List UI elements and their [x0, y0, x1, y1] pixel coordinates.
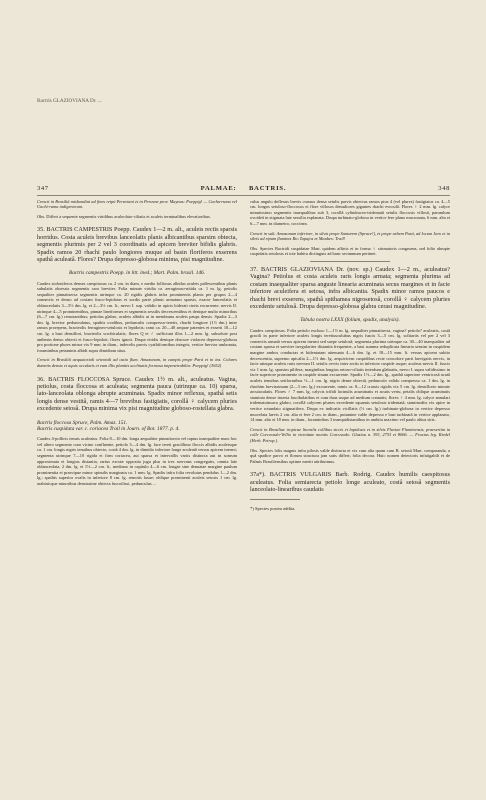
running-title [201, 185, 287, 192]
footnote-rule [250, 499, 300, 500]
two-column-body [37, 199, 450, 516]
species-36-synonymy-1: Bactris floccosa Spruce, Palm. Amaz. 151. [37, 419, 128, 426]
species-37-description: Caudex caespitosus. Folia petiolo excluso 1—1½ m. lg. aequaliter pinnatisecta, vagina? petiolo? aculeatis, costâ gracili in parte inferiore aculeis longis teretiusculubus nigris fuscis 3—5 cm. lg. solitariis vel per 2 vel 3 connectis armatâ versus apicem inermi sed saepe setulosâ; segmenta plurima utrinque ca. 30—40 inaequaliter ad costam sparsa et saeviter irregulariter distantia frequenter, a basi summa reduplicata linearia sensim in cuspidem margine ambos conductas et bidentatam attenuata 4—6 dm. lg. et 18—15 mm. lt. versus apicem subito decrescentia, supremo apicalia 2—1½ dm. lg. aequivicem cuspidibus recte concolore parti laevigatis nervis, in facie utinque aculeis raris nervum II. setulis cervis inter arctis in inferiore cuspide usque; aculeus nervis II. fuscis vix 1 mm. lg. sparsim pilifera, marginibus longius setoso-ciliatis interdum glabratis, nervo I. supra validissimo in facie superiore prominente in cuspide sinum excurrente. Spadix 1½—2 dm. lg., spathâ superiore ventricosâ acutâ aculeis tenuibus setiformibus ½—1 cm. lg. nigris dense obtectâ, pedunculo valido compresso ca. 1 dm. lg. in rhachim brevissimam (2—3 cm. lg.) excurrente, ramis ca. 8—12 crassis rigidis vix 5 cm. lg. densiflorio minute arcuiaculatis. Flores ♂ 7 mm. lg. calycis trifidi lacinulis acuminatis et acutis vertu, petalis oblique acuminatis staminia dense inserta fascibulatibus et cum duas usque ad medium connatis; flores ♀ 4 mm. lg. calyce annulari tridentatoinsaco glabro, corollâ calycem pluries excedente squamis setulosis tridentatâ, staminodiis vix apice in vertice rotundato stigmatifera. Drupa ex indicatis vicillatis (½ cm. lg.) turbinato-globosa in vertice depresso mucrelata laevis 2 cm. alta et fere 2 cm. in diam., putamine valde depresso e basi turbinatâ in vertice applanato, 14 mm. alto et 18 mm. in diam., foraminibus 3 inaequidistantibus in ambitu maximo vel paulo altius sitis. [250, 327, 450, 423]
species-37-observation: Obs. Species folis magnis infra pilosis valde distincta et vix cum alia quam cum B. setosâ Mart. comparanda, a quâ spadice parvo et florum structura jam satis differt; folia decora. Huic nomen detectoris infatigabili et de Palmis Brasiliensibus optime meriti attribuimus. [250, 447, 450, 464]
species-36-description: Caudex 4-pollicis tenuis aculeatus. Folia 8—10 dm. longa aequaliter pinnatisecta vel raptus inaequaliter nunc hoc vel altero segmento cum vicino confluente, petiolo 3—4 dm. lg. face tereti gracillimo floccis albidis aculeisque ca. 1 cm. longis nigris tenuibus obtecto, costâ 4 dm. lg. in dimidio inferiore longe aculeatâ versus apicem inermi; segmenta utrinque 7—10 rigida et firm coriacea, aut sparsa et intervallis variis distincta aut in sonrum approximata et longius distantia, rarius excute opposita juga plus in tres sservans congregatis, omnia late oblanceolata, 2 dm. lg. et 1½—2 cm. lt., mediano in capitulo 4—6 cm. longae sine denuatae margine paulum prominentia et praecipue minor spinulis marginata ca. 1 mm. lg. Spadix infra folia revolutus pendulus 1—2 dm. lg.; spathis superior ovalis in inferiore 8 cm. lg. remotis laxae; oblique prominenti aculeis setosis 1 cm. lg. arabiuicque minoribus densissime obtecta fuscoilissi, pedunculus ... [37, 436, 237, 486]
species-35-habitat: Crescit in Brasiliâ aequatoriali orientali ad ostia flum. Amazonum, in campis prope Pará et in ins. Colares dumetis densis et aquis occulatis et eum illis planitis acclinatis formosa impenetrabilia: Poeppig! (3652) [37, 357, 237, 369]
species-36-synonymy-2: Bactris cuspidata var. c. coriacea Trail in Journ. of Bot. 1877. p. 4. [37, 425, 180, 432]
bleed-through-text: Bactris GLAZIOVIANA Dr. ... [37, 98, 102, 104]
species-37a-diagnosis: 37a*). BACTRIS VULGARIS Barb. Rodrig. Caudex humilis caespitosus aculeatus. Folia semiarecta petiolo longe aculeato, costâ setosâ segmentis lanceolato-linearibus caudatis [250, 471, 450, 494]
section-rule [310, 261, 390, 262]
species-37-plate: Tabula nostra LXXX (folium, spadix, analysis). [300, 317, 400, 324]
running-title-genus: BACTRIS. [248, 184, 287, 192]
header-rule [37, 195, 450, 196]
species-36-diagnosis: 36. BACTRIS FLOCCOSA Spruce. Caudex 1½ m. alt., aculeatus. Vagina, petiolus, costa floccosa et aculeata; segmenta pauca (utrinque ca. 10) sparsa, lato-lanceolata oblonga abrupte acuminata. Spadix minor reflexus, spathâ setis longis dense vestitâ, ramis 4—7 brevibus fastigiatis, corollâ ♀ calycem pluries excedente setosâ. Drupa minima vix pisi magnitudine globoso-rostellata glabra. [37, 375, 237, 413]
running-title-family: PALMAE: [200, 184, 237, 192]
species-36-description-cont: culus angulo deflexus brevis crassus densa setulis parvis obtectus ramos pius 4 (vel plures) fastigiatos ca. 4—5 cm. longos setuloso-floccosos et flore villosos demuliores gigantes rhachi evoculâ. Flores ♀ 2 mm. lg. calyce minutissimo segmentis inaequalibus sub 3, corollâ cylindraceo-tridentatâ setulis floccosis villosâ, parumlum ovoideâ in stigmata late sessilia explanata. Drupa turbinato-globosa in vertice fere plano mucronata, 6 mm. alta et 6—7 mm. in diametro, coccinea. [250, 198, 450, 226]
species-36-observation: Obs. Species Bactridi cuspidatae Mart. quidem affinis et in forma ♀ stirmatoris congruens, sed folio abrupte cuspidatis setulosis et tote habitu dictinguis ad banc secinnnum pertinet. [250, 245, 450, 257]
species-35-diagnosis: 35. BACTRIS CAMPESTRIS Poepp. Caudex 1—2 m. alt., aculeis rectis sparsis horridus. Costa aculeis brevibus lanceolatis planis albicantibus sparsim obtecta, segmentis plurimis per 2 vel 3 coordinatis ad apicem breviter bifidis glabris. Spadix ramos 20 rhachi paulo longiores muque ad basin floriferos exserens spathâ aculeatâ. Flores? Drupa depresso-globosa minima, pisi magnitudine. [37, 226, 237, 263]
left-column [37, 199, 237, 516]
page-number-left: 347 [37, 184, 49, 192]
species-37-diagnosis: 37. BACTRIS GLAZIOVIANA Dr. (nov. sp.) Caudex 1—2 m., aculeatus? Vagina? Petiolus et costa aculeis raris longis armata; segmenta plurima ad costam inaequaliter sparsa anguste linearia acuminata secus margines et in facie inferiore aculeifera et setosa, infra albicantia. Spadix minor ramos paucos e rhachi brevi exserens, spathâ spithamea nigrosetosâ, corollâ ♀ calycem pluries excedente setulosâ. Drupa depresso-globosa glabra cerasi magnitudine. [250, 265, 450, 310]
species-35-synonymy: Bactris campestris Poepp. in litt. ined.; Mart. Palm. brasil. 146. [69, 270, 205, 277]
species-37-habitat: Crescit in Brasiliae tropicae litoralis collibus siccis et lapidosis et in silvis Fluviae Fluminensis, praesertim in colle Corcovado-Vellio in vicinitate montis Corcovado: Glaziou n. 393, 2753 et 8066. — Fructus leg. Riedel (Herb. Petrop.). [250, 426, 450, 443]
species-35-description: Caudex stoloniferos denses caespitosus ca. 2 cm. in diam. e medio folliosus albidus aculeis pallescentibus planis subulatis obsessis segmentis caro breviter. Folia minute viridia ca. aeruginoso-nitida ca. 1 m. lg. petiolis sequaliter pinnatisecta segmentis utrinque ca. 20 rigidis glabris infra prominentis planis per grupos 2—4 connectis et denso ad costam fusco-lepidotas et sordis parte planis armatum sparsis, exacte lanceolatis et oblanceolatis 3—5½ dm. lg. et 2—3½ cm. lt., nervo I. sup. validio in apicis biderati ciniis excurrente, nervis II. utrinque 4—5 prominentibus, pinnae lineiformes et segmentis sessilis decrescentibus et denique multo minoribus (6—7 cm. lg.) remotantibus; petiolus glabro, aculeis albidis ut in membrana aculeis paups densis. Spadix 2—3 dm. lg. brevior pedunculatus, spathis ovalibus, pedunculis compresso-teretis, rhachi longiore (1½ dm.) inter ramos prorepens, bracteolis ferrugineo-setulosis et lepidotis; rami ca. 20—40 aequae patentes et exserti 10—12 cm. lg. a basi densiflori, bracteolis scrobiculatis; flores Q et ♂ sufficiunt illos 1—2 mm. lg. subsolute post anthesin denso obtecti et fusco-lepidoti; flores ignoti. Drupa viridis denique obscure violacea depresso-globosa pro portione plures minor vix 9 mm. in diam., indecelis parvis cyathiformibus integris, vertice brevior umbonata, foraminibus petaminis albidi supra dimidiam situs. [37, 280, 237, 353]
observation-note: Obs. Differt a sequente segmentis viridibus aculeolato-ciliatis et aculeis terminalibus elevatioribus. [37, 213, 211, 219]
right-column [250, 199, 450, 516]
page-number-right: 348 [438, 184, 450, 192]
habitat-note: Crescit in Brasiliâ misbondiai ad fines reipú Peruviani et in Peruvae prov. Maynas: Poeppig! — Cacha-ruma vel Uachi-rama indigenorum. [37, 198, 237, 210]
footnote: *) Species postea addita. [250, 505, 296, 511]
running-header [37, 185, 450, 192]
species-36-habitat: Crescit in salt. Amazonum inferiore, in silvis prope Santarem (Spruce!), et prope urbem Pará, ad locum Jaro et in silvis ad ripam fluminis Rio Tapajos et Mauhes: Trail! [250, 230, 450, 242]
